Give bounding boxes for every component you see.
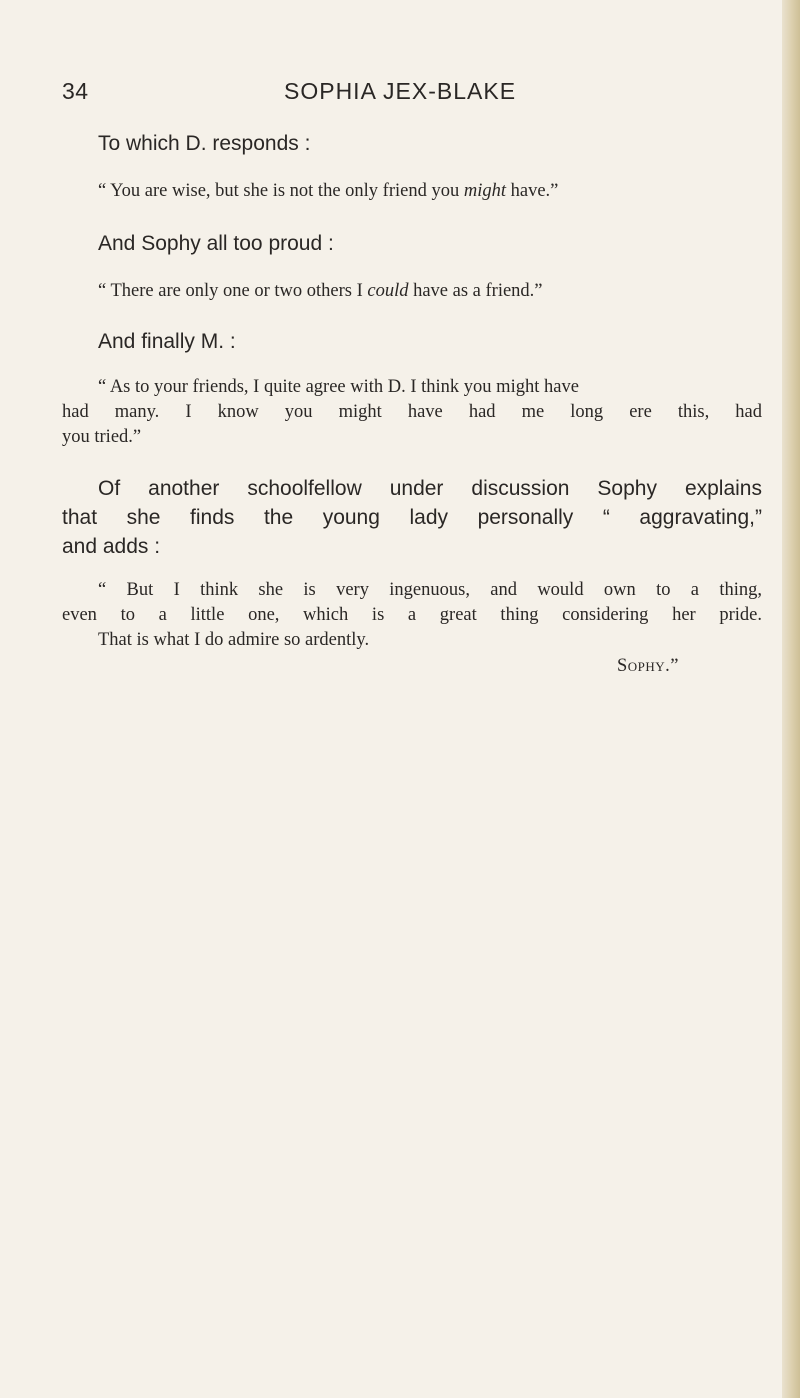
quote-sophy-start: “ There are only one or two others I (98, 281, 368, 301)
quote-d-end: have.” (506, 181, 559, 201)
page-header (62, 78, 762, 112)
paragraph-schoolfellow-line-1: Of another schoolfellow under discussion Sophy explains (98, 477, 762, 500)
quote-m-line-1: “ As to your friends, I quite agree with D. I think you might have (98, 377, 579, 397)
quote-sophy (98, 281, 543, 302)
paragraph-schoolfellow-line-3: and adds : (62, 535, 161, 558)
quote-d-emphasis: might (463, 181, 506, 201)
quote-sophy-end: have as a friend.” (408, 281, 543, 301)
quote-d-start: “ You are wise, but she is not the only friend you (98, 181, 464, 201)
page-number: 34 (62, 78, 89, 104)
page-edge (782, 0, 800, 1398)
quote-d (98, 181, 558, 202)
paragraph-m: And finally M. : (98, 330, 236, 353)
quote-m-line-2: had many. I know you might have had me long ere this, had (62, 402, 762, 422)
running-head: SOPHIA JEX-BLAKE (284, 78, 517, 104)
quote-m-line-3: you tried.” (62, 427, 142, 447)
quote-sophy-emphasis: could (367, 281, 409, 301)
quote-sophy-letter-line-3: That is what I do admire so ardently. (98, 630, 370, 650)
quote-sophy-letter-line-1: “ But I think she is very ingenuous, and would own to a thing, (98, 580, 762, 600)
paragraph-sophy: And Sophy all too proud : (98, 232, 334, 255)
quote-sophy-letter-line-2: even to a little one, which is a great thing considering her pride. (62, 605, 762, 625)
paragraph-intro: To which D. responds : (98, 132, 311, 155)
letter-signature: Sophy.” (617, 656, 680, 676)
paragraph-schoolfellow-line-2: that she finds the young lady personally “ aggravating,” (62, 506, 762, 529)
